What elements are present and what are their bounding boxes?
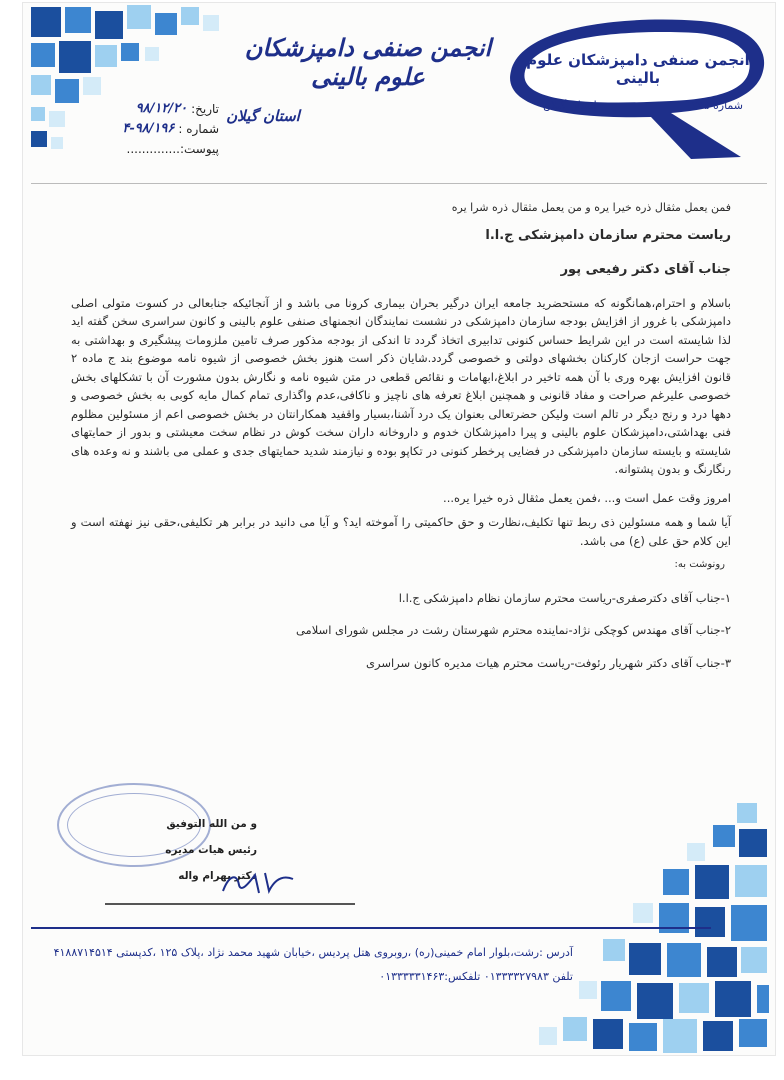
emblem-subline — [543, 99, 743, 112]
attachment-label: پیوست:.............. — [126, 142, 219, 156]
footer-phone: تلفن ۰۱۳۳۳۳۲۷۹۸۳ تلفکس:۰۱۳۳۳۳۳۱۴۶۳ — [379, 970, 573, 983]
province-name: استان گیلان — [226, 107, 300, 125]
closing-phrase: و من الله التوفیق — [166, 818, 257, 830]
letter-body — [71, 199, 731, 686]
cc-item: ۱-جناب آقای دکترصفری-ریاست محترم سازمان نظام دامپزشکی ج.ا.ا — [398, 590, 731, 605]
letter-footer — [53, 941, 573, 989]
signer-name: دکتر بهرام واله — [178, 870, 257, 882]
recipient-organization: ریاست محترم سازمان دامپزشکی ج.ا.ا — [485, 227, 731, 243]
body-paragraph-3: آیا شما و همه مسئولین ذی ربط تنها تکلیف،نظارت و حق حاکمیتی را آموخته اید؟ و آیا می دانید در برابر هر تکلیفی،حقی نیز نهفته است و این کلام حق علی (ع) می باشد. — [71, 515, 731, 548]
letter-meta — [83, 99, 219, 159]
body-paragraph-2: امروز وقت عمل است و... ،فمن یعمل مثقال ذره خیرا یره... — [443, 490, 731, 505]
number-value: ۴-۹۸/۱۹۶ — [122, 121, 175, 136]
footer-divider — [31, 927, 711, 929]
opening-verse: فمن یعمل مثقال ذره خیرا یره و من یعمل مثقال ذره شرا یره — [451, 201, 731, 214]
emblem-number: شماره ۲۴۵ — [691, 99, 743, 112]
footer-address: آدرس :رشت،بلوار امام خمینی(ره) ،روبروی هتل پردیس ،خیابان شهید محمد نژاد ،پلاک ۱۲۵ ،کدپستی ۴۱۸۸۷۱۴۵۱۴ — [53, 946, 573, 959]
signature-underline — [105, 903, 355, 905]
body-paragraph-1: باسلام و احترام،همانگونه که مستحضرید جامعه ایران درگیر بحران بیماری کرونا می باشد و از آنجائیکه جنابعالی در کسوت متولی اصلی دامپزشکی با غرور از افزایش بودجه سازمان دامپزشکی در نشست نمایندگان انجمنهای صنفی علوم بالینی و کانون سراسری سخن گفته اید لذا شایسته است در این شرایط حساس کنونی تدابیری اتخاذ گردد تا اندکی از بودجه مذکور صرف تامین ملزومات پیشگیری و بهداشتی به جهت حراست ازجان کارکنان بخشهای دولتی و خصوصی گردد.شایان ذکر است هنوز بخش خصوصی از شیوه نامه موضوع بند ج ماده ۲ قانون افزایش بهره وری با آن همه تاخیر در ابلاغ،ابهامات و نقائص قطعی در متن شیوه نامه و نگارش بدون مشورت آن با تشکلهای بخش خصوصی علیرغم صراحت و مفاد قانونی و همچنین ابلاغ تعرفه های ناچیز و ناکافی،عدم واگذاری تمام کمال مایه کوبی به بخش خصوصی و دهها درد و رنج دیگر در تالم است ولیکن حضرتعالی بعنوان یک درد آشنا،بسیار واقفید همکارانتان در بخش خصوصی اعم از مسئولین مظلوم فنی بهداشتی،دامپزشکان علوم بالینی و پیرا دامپزشکان خدوم و داروخانه داران سخت کوش در نظام سخت معیشتی و بدور از حمایتهای شایسته و بایسته سازمان دامپزشکی در فضایی پرخطر کنونی در تکاپو بوده و نیازمند شدید حمایتهای جدی و عملی می باشند و نه وعده های رنگارنگ و بدون پشتوانه. — [71, 295, 731, 476]
date-label: تاریخ: — [191, 102, 219, 116]
emblem-province: استان گیلان — [543, 99, 597, 112]
header-divider — [31, 183, 767, 184]
cc-label: رونوشت به: — [674, 559, 725, 570]
letter-page — [22, 2, 776, 1056]
recipient-person: جناب آقای دکتر رفیعی پور — [560, 262, 731, 277]
number-label: شماره : — [178, 122, 219, 136]
cc-item: ۳-جناب آقای دکتر شهریار رئوفت-ریاست محترم هیات مدیره کانون سراسری — [366, 655, 731, 670]
association-title: انجمن صنفی دامپزشکان علوم بالینی — [244, 33, 492, 91]
date-value: ۹۸/۱۲/۲۰ — [135, 101, 188, 116]
emblem-title: انجمن صنفی دامپزشکان علوم بالینی — [526, 51, 750, 87]
signer-role: رئیس هیات مدیره — [165, 844, 257, 856]
cc-item: ۲-جناب آقای مهندس کوچکی نژاد-نماینده محترم شهرستان رشت در مجلس شورای اسلامی — [295, 623, 731, 637]
handwritten-signature — [219, 865, 299, 899]
